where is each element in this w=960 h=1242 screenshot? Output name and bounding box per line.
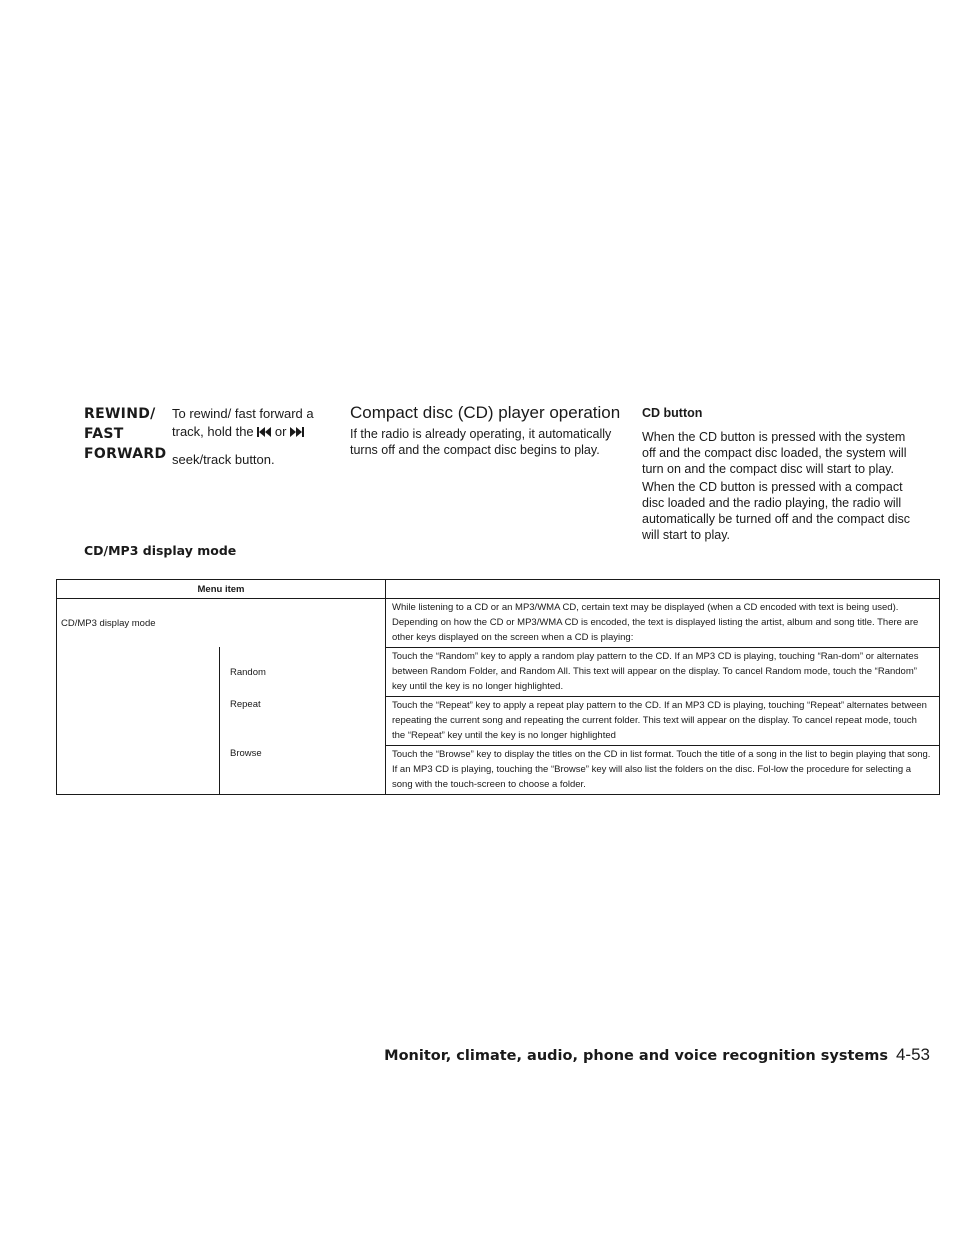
table-cell-item [57,599,386,647]
table-cell-item [57,745,386,794]
table-item-label: Random [219,647,385,696]
display-mode-heading: CD/MP3 display mode [84,543,237,558]
rewind-heading [84,404,167,464]
rewind-text-or: or [274,424,287,439]
table-item-label: Browse [219,745,385,794]
cd-button-paragraph-1: When the CD button is pressed with the system off and the compact disc loaded, the system will turn on and the compact disc will start to play. [642,430,907,476]
cd-button-paragraph-2: When the CD button is pressed with a compact disc loaded and the radio playing, the radio will automatically be turned off and the compact disc will start to play. [642,480,910,542]
table-cell-description: Touch the “Random” key to apply a random play pattern to the CD. If an MP3 CD is playing, touching “Ran-dom” or alternates between Random Folder, and Random All. This text will appear on the display. To cancel Random mode, touch the “Random” key until the key is no longer highlighted. [386,647,939,696]
menu-table [56,579,940,795]
rewind-instructions [172,405,322,469]
cd-button-heading: CD button [642,406,703,420]
footer-section-title: Monitor, climate, audio, phone and voice recognition systems [384,1048,888,1064]
rewind-heading-line: FORWARD [84,446,167,462]
table-header-row [57,580,939,598]
table-cell-indent [57,647,219,696]
rewind-text-line2 [172,423,322,441]
skip-back-icon [257,426,271,438]
skip-forward-icon [290,426,304,438]
page-number: 4-53 [895,1045,930,1064]
cd-player-body: If the radio is already operating, it automatically turns off and the compact disc begins to play. [350,427,612,457]
table-row [57,745,939,794]
table-cell-description: Touch the “Browse” key to display the titles on the CD in list format. Touch the title of a song in the list to begin playing that song. If an MP3 CD is playing, touching the “Browse” key will also list the folders on the disc. Fol-low the procedure for selecting a song with the touch-screen to choose a folder. [386,745,939,794]
table-cell-description: While listening to a CD or an MP3/WMA CD, certain text may be displayed (when a CD encoded with text is being used). Depending on how the CD or MP3/WMA CD is encoded, the text is displayed listing the artist, album and song title. There are other keys displayed on the screen when a CD is playing: [392,602,919,643]
table-header-description [386,580,939,598]
table-cell-description: Touch the “Repeat” key to apply a repeat play pattern to the CD. If an MP3 CD is playing, touching “Repeat” alternates between repeating the current song and repeating the current folder. This text will appear on the display. To cancel repeat mode, touch the “Repeat” key until the key is no longer highlighted [386,696,939,745]
table-row [57,647,939,696]
table-row [57,696,939,745]
table-cell-indent [57,696,219,745]
rewind-heading-line: REWIND/ [84,406,156,422]
table-header-menu-item: Menu item [57,580,386,598]
rewind-text-line1: To rewind/ fast forward a [172,406,314,421]
rewind-text-hold: track, hold the [172,424,254,439]
table-item-label: CD/MP3 display mode [61,617,156,629]
table-row [57,598,939,647]
rewind-text-line3: seek/track button. [172,452,275,467]
page-footer [384,1045,930,1065]
cd-player-title: Compact disc (CD) player operation [350,403,621,422]
spacer [172,441,322,451]
table-item-label: Repeat [219,696,385,745]
rewind-heading-line: FAST [84,426,124,442]
table-cell-item [57,696,386,745]
table-cell-indent [57,745,219,794]
table-cell-item [57,647,386,696]
